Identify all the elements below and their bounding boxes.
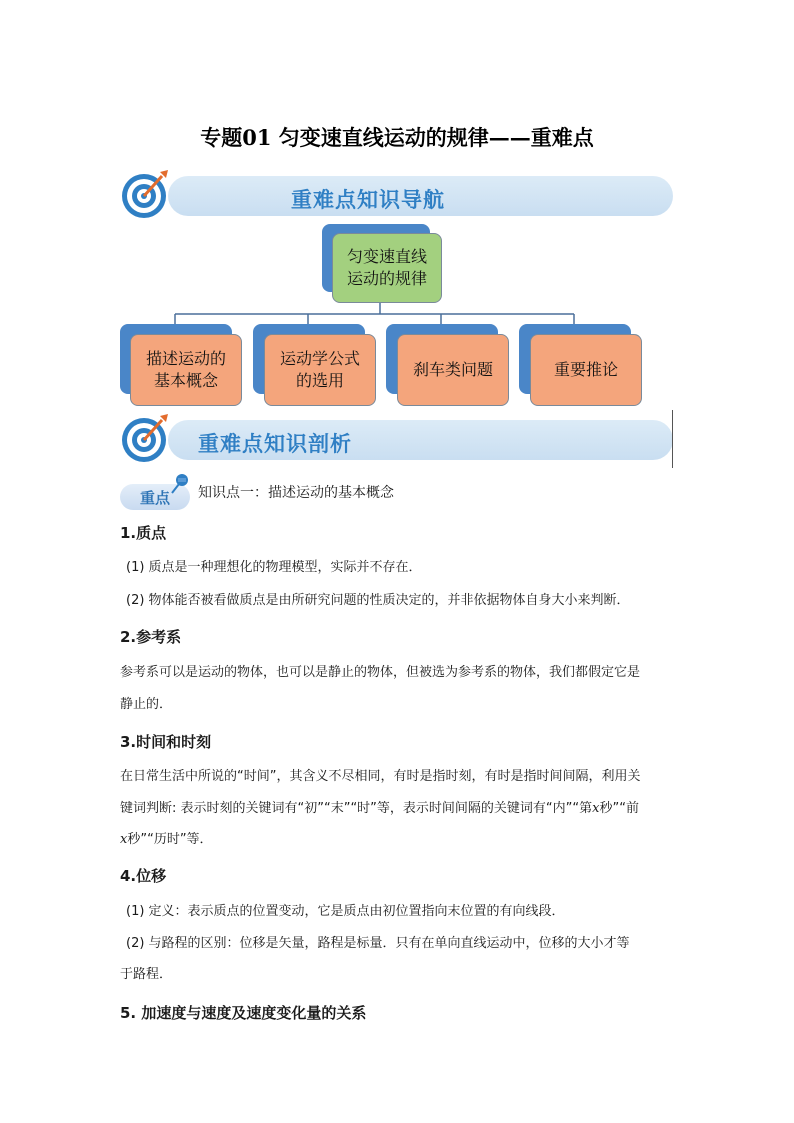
- node-line: 刹车类问题: [412, 360, 493, 379]
- mindmap-node-braking-problems: [397, 334, 509, 406]
- section-heading: 3.时间和时刻: [120, 733, 212, 751]
- paragraph: [120, 823, 676, 856]
- text-run: 秒”“历时”等．: [127, 832, 213, 847]
- text-run: 秒”“前: [599, 801, 639, 816]
- paragraph: 在日常生活中所说的“时间”，其含义不尽相同，有时是指时刻，有时是指时间间隔，利用关: [120, 769, 641, 784]
- node-line: 基本概念: [153, 371, 218, 390]
- mindmap-node-basic-concepts: [130, 334, 242, 406]
- section-heading: 4.位移: [120, 867, 167, 885]
- section-heading: 2.参考系: [120, 628, 182, 646]
- page-title: 专题01 匀变速直线运动的规律——重难点: [200, 125, 594, 150]
- mindmap-node-important-inferences: [530, 334, 642, 406]
- banner-title: 重难点知识剖析: [198, 431, 352, 456]
- mindmap-node-formula-selection: [264, 334, 376, 406]
- section-banner-analysis: [120, 416, 673, 464]
- divider: [672, 410, 673, 468]
- paragraph: (1) 质点是一种理想化的物理模型，实际并不存在．: [126, 560, 422, 575]
- paragraph: 参考系可以是运动的物体，也可以是静止的物体，但被选为参考系的物体，我们都假定它是: [120, 665, 641, 680]
- node-line: 重要推论: [553, 360, 618, 379]
- text-run: 键词判断: 表示时刻的关键词有“初”“末”“时”等，表示时间间隔的关键词有“内”“第: [120, 801, 593, 816]
- paragraph: [120, 792, 676, 825]
- node-line: 的选用: [295, 371, 344, 390]
- paragraph: (1) 定义：表示质点的位置变动，它是质点由初位置指向末位置的有向线段．: [126, 904, 565, 919]
- target-icon: [120, 412, 174, 466]
- section-heading: 1.质点: [120, 524, 167, 542]
- node-line: 描述运动的: [145, 349, 226, 368]
- root-line-1: 匀变速直线: [346, 247, 427, 266]
- math-variable: x: [120, 832, 128, 847]
- paragraph: 于路程．: [120, 967, 173, 982]
- knowledge-point-title: 知识点一：描述运动的基本概念: [198, 485, 394, 501]
- key-point-tag: 重点: [120, 484, 190, 510]
- node-line: 运动学公式: [279, 349, 360, 368]
- math-variable: x: [592, 801, 600, 816]
- root-line-2: 运动的规律: [346, 269, 427, 288]
- paragraph: (2) 与路程的区别：位移是矢量，路程是标量．只有在单向直线运动中，位移的大小才等: [126, 936, 630, 951]
- banner-title: 重难点知识导航: [291, 187, 445, 212]
- section-heading: 5. 加速度与速度及速度变化量的关系: [120, 1004, 367, 1022]
- mindmap-root-node: [332, 233, 442, 303]
- paragraph: (2) 物体能否被看做质点是由所研究问题的性质决定的，并非依据物体自身大小来判断．: [126, 593, 630, 608]
- pushpin-icon: [168, 472, 192, 496]
- paragraph: 静止的．: [120, 697, 173, 712]
